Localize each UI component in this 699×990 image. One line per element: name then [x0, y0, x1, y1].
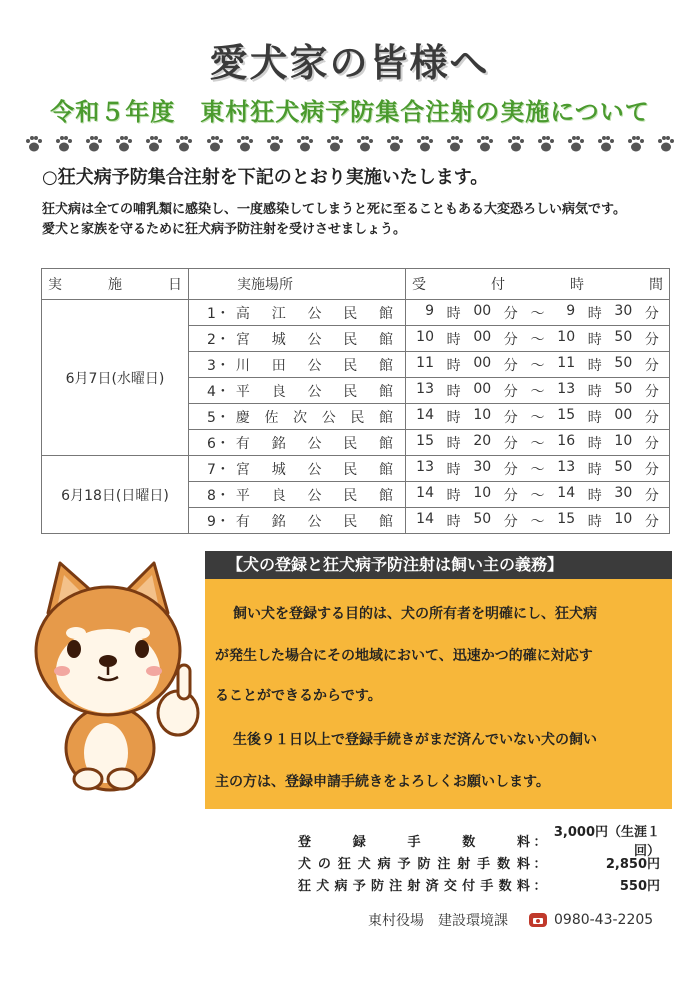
place-name-char: 公 — [307, 383, 322, 400]
place-name-char: 館 — [378, 383, 393, 400]
header-date-char: 実 — [48, 277, 62, 293]
end-hour: 16 — [557, 432, 576, 449]
place-name-char: 館 — [378, 357, 393, 374]
unit-hour: 時 — [446, 305, 461, 322]
schedule-time — [406, 326, 670, 352]
end-minute: 50 — [614, 458, 633, 475]
unit-minute: 分 — [503, 331, 518, 348]
paw-icon — [536, 134, 556, 154]
schedule-time — [406, 430, 670, 456]
place-name-char: 有 — [235, 435, 250, 452]
schedule-time — [406, 456, 670, 482]
header-time-char: 付 — [491, 277, 505, 293]
unit-minute: 分 — [503, 409, 518, 426]
place-name-char: 慶 — [235, 409, 250, 426]
schedule-place — [189, 508, 406, 534]
unit-hour: 時 — [587, 487, 602, 504]
start-minute: 20 — [473, 432, 492, 449]
fee-label-char: 犬 — [298, 856, 312, 872]
place-name-char: 館 — [378, 435, 393, 452]
place-name-char: 公 — [307, 461, 322, 478]
place-name-char: 館 — [378, 487, 393, 504]
place-name-char: 高 — [235, 305, 250, 322]
intro-body-line: 狂犬病は全ての哺乳類に感染し、一度感染してしまうと死に至ることもある大変恐ろしい病気です。 — [42, 202, 626, 217]
header-date — [42, 269, 189, 300]
place-name-char: 公 — [307, 435, 322, 452]
fee-row — [298, 873, 660, 895]
place-name-char: 公 — [307, 331, 322, 348]
place-name-char: 良 — [271, 383, 286, 400]
place-name-char: 館 — [378, 331, 393, 348]
fee-colon: ： — [533, 834, 547, 850]
start-hour: 14 — [416, 510, 434, 527]
paw-icon — [475, 134, 495, 154]
fee-label-char: 登 — [298, 834, 312, 850]
end-hour: 15 — [557, 406, 576, 423]
unit-minute: 分 — [644, 305, 659, 322]
office-name: 東村役場 建設環境課 — [368, 913, 508, 929]
header-date-char: 施 — [108, 277, 122, 293]
fee-colon: ： — [533, 878, 547, 894]
unit-minute: 分 — [644, 383, 659, 400]
place-name-char: 公 — [307, 487, 322, 504]
place-name-char: 民 — [343, 331, 358, 348]
unit-minute: 分 — [644, 357, 659, 374]
unit-minute: 分 — [503, 357, 518, 374]
place-name-char: 館 — [378, 409, 393, 426]
paw-divider — [24, 134, 676, 156]
place-name-char: 民 — [343, 487, 358, 504]
start-minute: 00 — [473, 380, 492, 397]
start-hour: 15 — [416, 432, 434, 449]
fee-label-char: 病 — [334, 878, 348, 894]
fee-label-char: 数 — [498, 878, 512, 894]
end-minute: 10 — [614, 432, 633, 449]
unit-minute: 分 — [503, 461, 518, 478]
schedule-place — [189, 300, 406, 326]
header-time-char: 間 — [649, 277, 663, 293]
unit-hour: 時 — [446, 383, 461, 400]
unit-hour: 時 — [587, 331, 602, 348]
fee-label-char: 犬 — [316, 878, 330, 894]
contact-info — [368, 910, 653, 930]
fee-label-char: 病 — [377, 856, 391, 872]
schedule-row — [42, 456, 670, 482]
fee-label-char: 数 — [462, 834, 476, 850]
place-name-char: 平 — [235, 383, 250, 400]
paw-icon — [114, 134, 134, 154]
end-minute: 50 — [614, 380, 633, 397]
unit-minute: 分 — [503, 487, 518, 504]
place-number: 3・ — [207, 357, 230, 374]
paw-icon — [445, 134, 465, 154]
paw-icon — [24, 134, 44, 154]
schedule-table — [41, 268, 670, 534]
fee-value: 2,850円 — [605, 856, 660, 872]
page-subtitle: 令和５年度 東村狂犬病予防集合注射の実施について — [50, 98, 650, 126]
fee-label-char: 注 — [389, 878, 403, 894]
schedule-time — [406, 404, 670, 430]
time-separator: ～ — [530, 487, 545, 504]
fee-row — [298, 825, 660, 859]
time-separator: ～ — [530, 409, 545, 426]
schedule-row — [42, 300, 670, 326]
paw-icon — [506, 134, 526, 154]
unit-hour: 時 — [446, 357, 461, 374]
page-title: 愛犬家の皆様へ — [209, 41, 490, 85]
schedule-place — [189, 404, 406, 430]
start-minute: 10 — [473, 406, 492, 423]
place-number: 8・ — [207, 487, 230, 504]
shiba-dog-illustration — [18, 553, 208, 793]
fee-value: 3,000円（生涯１回） — [553, 825, 660, 859]
end-minute: 10 — [614, 510, 633, 527]
place-name-char: 公 — [307, 305, 322, 322]
duty-text-line: が発生した場合にその地域において、迅速かつ的確に対応す — [215, 648, 593, 664]
schedule-time — [406, 300, 670, 326]
fee-row — [298, 851, 660, 873]
schedule-place — [189, 378, 406, 404]
schedule-time — [406, 508, 670, 534]
fee-colon: ： — [533, 856, 547, 872]
fee-label-char: 射 — [407, 878, 421, 894]
unit-hour: 時 — [446, 409, 461, 426]
time-separator: ～ — [530, 435, 545, 452]
unit-minute: 分 — [644, 409, 659, 426]
place-name-char: 銘 — [271, 435, 286, 452]
unit-hour: 時 — [587, 435, 602, 452]
intro-body-line: 愛犬と家族を守るために狂犬病予防注射を受けさせましょう。 — [42, 222, 407, 237]
paw-icon — [596, 134, 616, 154]
schedule-time — [406, 352, 670, 378]
place-name-char: 佐 — [264, 409, 279, 426]
paw-icon — [566, 134, 586, 154]
unit-minute: 分 — [503, 305, 518, 322]
owner-duty-box — [205, 551, 672, 809]
schedule-header-row — [42, 269, 670, 300]
paw-icon — [265, 134, 285, 154]
place-name-char: 民 — [343, 305, 358, 322]
start-minute: 00 — [473, 302, 492, 319]
fee-label-char: 予 — [352, 878, 366, 894]
start-minute: 30 — [473, 458, 492, 475]
fee-label-char: 狂 — [337, 856, 351, 872]
start-minute: 50 — [473, 510, 492, 527]
place-name-char: 民 — [343, 383, 358, 400]
start-hour: 9 — [425, 302, 434, 319]
phone-icon — [528, 912, 548, 928]
end-hour: 13 — [557, 380, 576, 397]
end-minute: 30 — [614, 484, 633, 501]
time-separator: ～ — [530, 461, 545, 478]
fee-label-char: 犬 — [357, 856, 371, 872]
end-minute: 50 — [614, 354, 633, 371]
start-hour: 11 — [416, 354, 434, 371]
duty-text-line: ることができるからです。 — [215, 688, 382, 704]
unit-hour: 時 — [446, 513, 461, 530]
unit-minute: 分 — [644, 487, 659, 504]
duty-text-line: 飼い犬を登録する目的は、犬の所有者を明確にし、狂犬病 — [233, 606, 597, 622]
paw-icon — [205, 134, 225, 154]
fee-label-char: 料 — [516, 878, 530, 894]
fee-label-char: 料 — [516, 834, 530, 850]
schedule-place — [189, 456, 406, 482]
fee-label-char: 射 — [457, 856, 471, 872]
fee-label-char: 手 — [477, 856, 491, 872]
place-name-char: 田 — [271, 357, 286, 374]
unit-hour: 時 — [587, 409, 602, 426]
start-hour: 14 — [416, 484, 434, 501]
place-name-char: 城 — [271, 461, 286, 478]
place-name-char: 館 — [378, 513, 393, 530]
schedule-time — [406, 378, 670, 404]
fee-label-char: 料 — [516, 856, 530, 872]
place-name-char: 民 — [343, 513, 358, 530]
fee-list — [298, 825, 660, 895]
place-name-char: 公 — [307, 357, 322, 374]
paw-icon — [144, 134, 164, 154]
place-name-char: 館 — [378, 461, 393, 478]
unit-hour: 時 — [587, 383, 602, 400]
unit-minute: 分 — [644, 331, 659, 348]
unit-minute: 分 — [503, 435, 518, 452]
place-name-char: 民 — [343, 357, 358, 374]
owner-duty-heading: 【犬の登録と狂犬病予防注射は飼い主の義務】 — [205, 551, 672, 579]
header-time — [406, 269, 670, 300]
fee-label-char: 狂 — [298, 878, 312, 894]
place-name-char: 次 — [293, 409, 308, 426]
start-hour: 13 — [416, 458, 434, 475]
header-place: 実施場所 — [189, 269, 406, 300]
fee-label-char: 交 — [443, 878, 457, 894]
place-name-char: 宮 — [235, 461, 250, 478]
fee-label-char: 注 — [437, 856, 451, 872]
paw-icon — [54, 134, 74, 154]
end-hour: 14 — [557, 484, 576, 501]
header-time-char: 受 — [412, 277, 426, 293]
schedule-time — [406, 482, 670, 508]
phone-number: 0980-43-2205 — [554, 912, 654, 928]
place-number: 4・ — [207, 383, 230, 400]
time-separator: ～ — [530, 357, 545, 374]
paw-icon — [84, 134, 104, 154]
end-minute: 00 — [614, 406, 633, 423]
end-hour: 10 — [557, 328, 576, 345]
unit-hour: 時 — [587, 513, 602, 530]
fee-label-char: 済 — [425, 878, 439, 894]
place-number: 7・ — [207, 461, 230, 478]
duty-text-line: 生後９１日以上で登録手続きがまだ済んでいない犬の飼い — [233, 732, 597, 748]
end-minute: 30 — [614, 302, 633, 319]
place-number: 2・ — [207, 331, 230, 348]
place-name-char: 民 — [343, 461, 358, 478]
fee-label-char: 防 — [417, 856, 431, 872]
unit-hour: 時 — [587, 357, 602, 374]
end-hour: 13 — [557, 458, 576, 475]
unit-minute: 分 — [503, 513, 518, 530]
schedule-date: 6月18日(日曜日) — [42, 456, 189, 534]
place-name-char: 館 — [378, 305, 393, 322]
fee-label-char: 予 — [397, 856, 411, 872]
place-name-char: 良 — [271, 487, 286, 504]
unit-hour: 時 — [446, 435, 461, 452]
place-name-char: 銘 — [271, 513, 286, 530]
paw-icon — [626, 134, 646, 154]
intro-lead: ○狂犬病予防集合注射を下記のとおり実施いたします。 — [42, 167, 489, 188]
unit-hour: 時 — [446, 331, 461, 348]
start-hour: 14 — [416, 406, 434, 423]
paw-icon — [174, 134, 194, 154]
unit-minute: 分 — [644, 435, 659, 452]
unit-minute: 分 — [644, 513, 659, 530]
schedule-place — [189, 326, 406, 352]
fee-label-char: 数 — [497, 856, 511, 872]
place-name-char: 公 — [307, 513, 322, 530]
start-minute: 00 — [473, 354, 492, 371]
start-hour: 10 — [416, 328, 434, 345]
unit-minute: 分 — [503, 383, 518, 400]
schedule-date: 6月7日(水曜日) — [42, 300, 189, 456]
unit-hour: 時 — [587, 305, 602, 322]
fee-label-char: 手 — [480, 878, 494, 894]
unit-hour: 時 — [446, 461, 461, 478]
paw-icon — [235, 134, 255, 154]
time-separator: ～ — [530, 513, 545, 530]
place-name-char: 平 — [235, 487, 250, 504]
end-hour: 9 — [566, 302, 576, 319]
paw-icon — [325, 134, 345, 154]
fee-label-char: 付 — [462, 878, 476, 894]
duty-text-line: 主の方は、登録申請手続きをよろしくお願いします。 — [215, 774, 550, 790]
paw-icon — [295, 134, 315, 154]
place-number: 1・ — [207, 305, 230, 322]
place-number: 9・ — [207, 513, 230, 530]
fee-label-char: の — [317, 856, 331, 872]
place-name-char: 宮 — [235, 331, 250, 348]
schedule-place — [189, 482, 406, 508]
fee-value: 550円 — [619, 878, 660, 894]
start-hour: 13 — [416, 380, 434, 397]
start-minute: 00 — [473, 328, 492, 345]
schedule-place — [189, 352, 406, 378]
paw-icon — [415, 134, 435, 154]
unit-minute: 分 — [644, 461, 659, 478]
fee-label-char: 手 — [407, 834, 421, 850]
place-name-char: 城 — [271, 331, 286, 348]
place-name-char: 江 — [271, 305, 286, 322]
fee-label-char: 録 — [352, 834, 366, 850]
place-number: 6・ — [207, 435, 230, 452]
place-name-char: 民 — [350, 409, 365, 426]
unit-hour: 時 — [587, 461, 602, 478]
paw-icon — [656, 134, 676, 154]
header-time-char: 時 — [570, 277, 584, 293]
start-minute: 10 — [473, 484, 492, 501]
place-name-char: 有 — [235, 513, 250, 530]
end-hour: 15 — [557, 510, 576, 527]
time-separator: ～ — [530, 331, 545, 348]
paw-icon — [355, 134, 375, 154]
place-name-char: 公 — [321, 409, 336, 426]
unit-hour: 時 — [446, 487, 461, 504]
time-separator: ～ — [530, 305, 545, 322]
paw-icon — [385, 134, 405, 154]
header-date-char: 日 — [168, 277, 182, 293]
time-separator: ～ — [530, 383, 545, 400]
place-number: 5・ — [207, 409, 230, 426]
end-minute: 50 — [614, 328, 633, 345]
end-hour: 11 — [557, 354, 576, 371]
schedule-place — [189, 430, 406, 456]
place-name-char: 民 — [343, 435, 358, 452]
place-name-char: 川 — [235, 357, 250, 374]
fee-label-char: 防 — [370, 878, 384, 894]
